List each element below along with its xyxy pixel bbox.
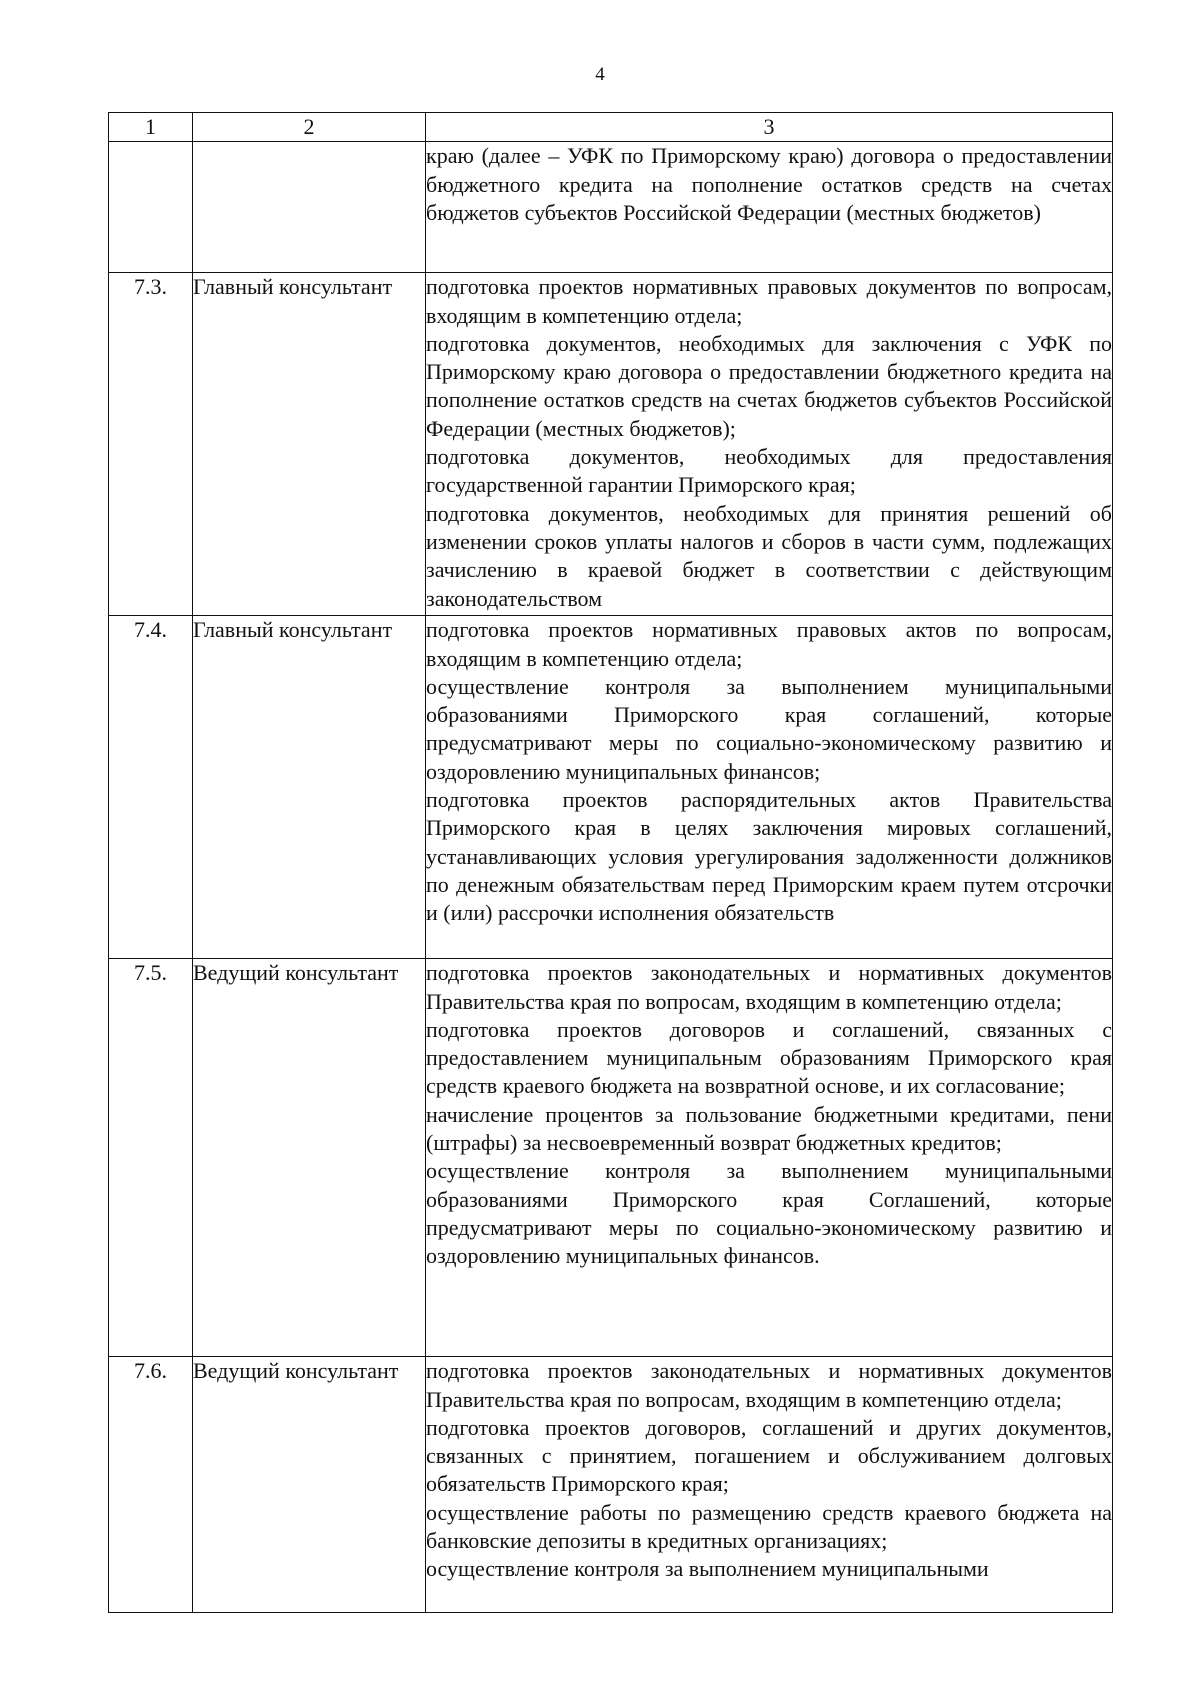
duty-item: подготовка документов, необходимых для принятия решений об изменении сроков уплаты налогов и сборов в части сумм, подлежащих зачислению в краевой бюджет в соответствии с действующим законодательством [426,500,1112,611]
row-duties [426,1357,1113,1613]
page-number: 4 [595,64,605,85]
row-position: Ведущий консультант [193,1357,426,1613]
row-position [193,142,426,273]
table-header [109,113,1113,142]
row-number: 7.3. [109,273,193,616]
duty-item: подготовка проектов законодательных и нормативных документов Правительства края по вопросам, входящим в компетенцию отдела; [426,1358,1112,1412]
table-row [109,616,1113,959]
row-number: 7.6. [109,1357,193,1613]
row-duties [426,959,1113,1357]
row-number [109,142,193,273]
duty-item: подготовка проектов договоров и соглашений, связанных с предоставлением муниципальным образованиям Приморского края средств краевого бюджета на возвратной основе, и их согласование; [426,1016,1112,1099]
table-row [109,142,1113,273]
duty-item: подготовка проектов законодательных и нормативных документов Правительства края по вопросам, входящим в компетенцию отдела; [426,960,1112,1014]
duty-item: подготовка проектов нормативных правовых актов по вопросам, входящим в компетенцию отдела; [426,617,1112,671]
row-number: 7.4. [109,616,193,959]
duty-item: подготовка документов, необходимых для предоставления государственной гарантии Приморского края; [426,444,1112,498]
row-position: Ведущий консультант [193,959,426,1357]
duties-table [108,112,1113,1613]
table-row [109,273,1113,616]
table-row [109,959,1113,1357]
duty-item: осуществление контроля за выполнением муниципальными образованиями Приморского края соглашений, которые предусматривают меры по социально-экономическому развитию и оздоровлению муниципальных финансов; [426,673,1112,784]
header-col-duties: 3 [426,113,1113,142]
duty-item: осуществление работы по размещению средств краевого бюджета на банковские депозиты в кредитных организациях; [426,1499,1112,1554]
row-duties [426,273,1113,616]
duty-item: подготовка документов, необходимых для заключения с УФК по Приморскому краю договора о предоставлении бюджетного кредита на пополнение остатков средств на счетах бюджетов субъектов Российской Федерации (местных бюджетов); [426,330,1112,441]
duty-item: осуществление контроля за выполнением муниципальными [426,1556,989,1582]
duty-item: осуществление контроля за выполнением муниципальными образованиями Приморского края Соглашений, которые предусматривают меры по социально-экономическому развитию и оздоровлению муниципальных финансов. [426,1158,1112,1269]
header-col-position: 2 [193,113,426,142]
row-position: Главный консультант [193,616,426,959]
header-col-number: 1 [109,113,193,142]
duty-item: подготовка проектов распорядительных актов Правительства Приморского края в целях заключения мировых соглашений, устанавливающих условия урегулирования задолженности должников по денежным обязательствам перед Приморским краем путем отсрочки и (или) рассрочки исполнения обязательств [426,787,1112,926]
duty-item: подготовка проектов нормативных правовых документов по вопросам, входящим в компетенцию отдела; [426,274,1112,328]
header-row [109,113,1113,142]
row-number: 7.5. [109,959,193,1357]
duty-item: подготовка проектов договоров, соглашений и других документов, связанных с принятием, погашением и обслуживанием долговых обязательств Приморского края; [426,1414,1112,1497]
duty-item: краю (далее – УФК по Приморскому краю) договора о предоставлении бюджетного кредита на пополнение остатков средств на счетах бюджетов субъектов Российской Федерации (местных бюджетов) [426,143,1112,225]
table-row [109,1357,1113,1613]
row-duties [426,142,1113,273]
duty-item: начисление процентов за пользование бюджетными кредитами, пени (штрафы) за несвоевременный возврат бюджетных кредитов; [426,1101,1112,1156]
table-body [109,142,1113,1613]
row-duties [426,616,1113,959]
row-position: Главный консультант [193,273,426,616]
